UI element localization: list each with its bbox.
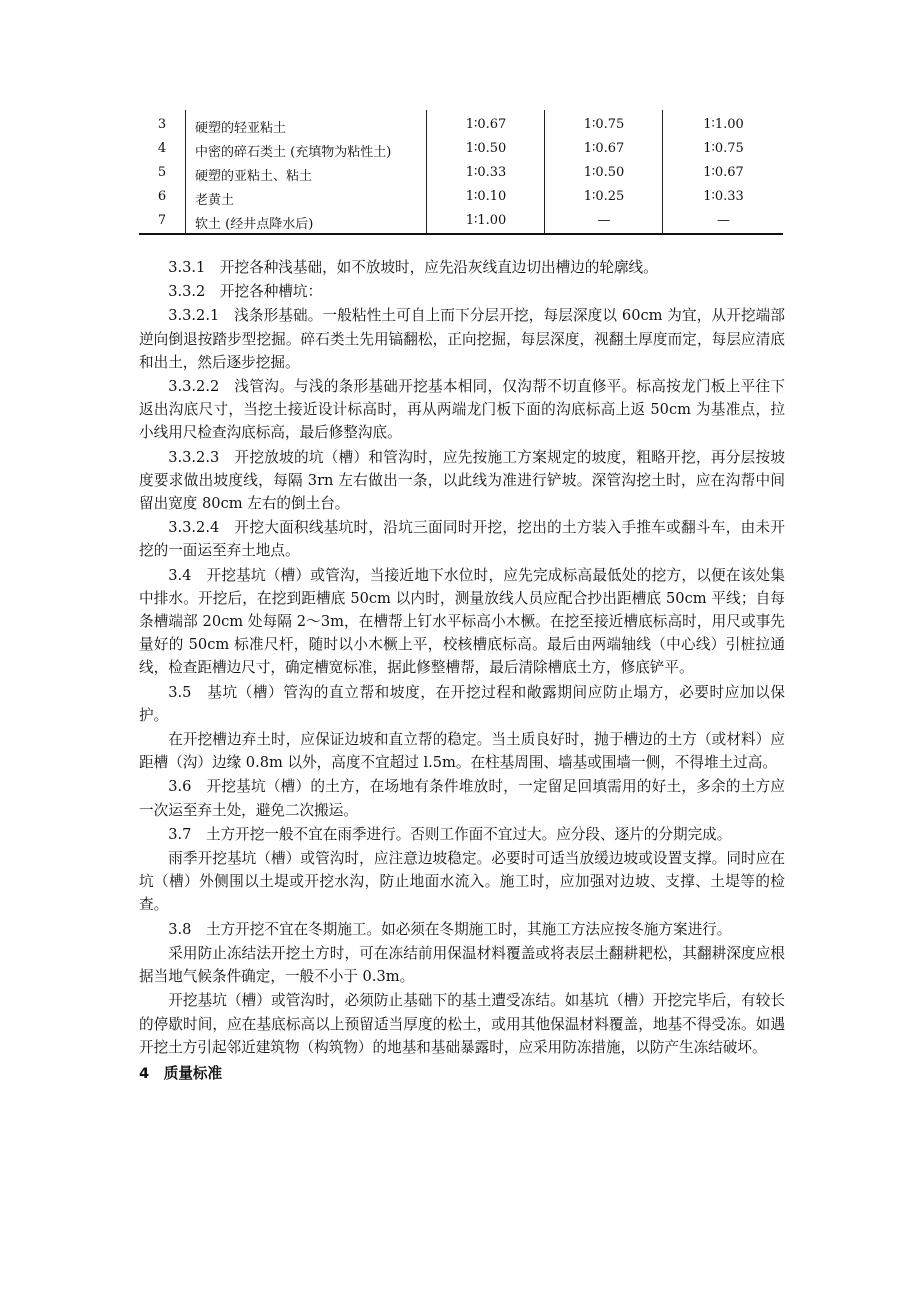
slope-ratio-b: 1∶0.50: [583, 165, 625, 180]
slope-ratio-b: 1∶0.75: [583, 117, 625, 132]
soil-type: 软土 (经井点降水后): [195, 217, 314, 232]
soil-type: 硬塑的亚粘土、粘土: [195, 169, 313, 184]
section-heading: 4 质量标准: [139, 1064, 223, 1082]
document-body: [139, 256, 785, 1086]
paragraph: 采用防止冻结法开挖土方时，可在冻结前用保温材料覆盖或将表层土翻耕耙松，其翻耕深度应根据当地气候条件确定，一般不小于 0.3m。: [139, 944, 785, 986]
slope-ratio-table: [139, 110, 783, 235]
paragraph: 雨季开挖基坑（槽）或管沟时，应注意边坡稳定。必要时可适当放缓边坡或设置支撑。同时应在坑（槽）外侧围以土堤或开挖水沟，防止地面水流入。施工时，应加强对边坡、支撑、土堤等的检查。: [139, 850, 785, 914]
paragraph: 开挖基坑（槽）或管沟时，必须防止基础下的基土遭受冻结。如基坑（槽）开挖完毕后，有较长的停歇时间，应在基底标高以上预留适当厚度的松土，或用其他保温材料覆盖，地基不得受冻。如遇开挖土方引起邻近建筑物（构筑物）的地基和基础暴露时，应采用防冻措施，以防产生冻结破坏。: [139, 992, 785, 1056]
slope-ratio-c: 1∶0.67: [703, 165, 744, 180]
table-row: [139, 185, 783, 209]
row-number: 5: [157, 165, 167, 180]
paragraph: 3.3.2 开挖各种槽坑：: [168, 283, 323, 301]
slope-ratio-a: 1∶0.50: [465, 141, 507, 156]
soil-type: 老黄土: [195, 193, 235, 208]
paragraph: 3.3.2.1 浅条形基础。一般粘性土可自上而下分层开挖，每层深度以 60cm 为宜，从开挖端部逆向倒退按踏步型挖掘。碎石类土先用镐翻松，正向挖掘，每层深度，视翻土厚度而定，每层应清底和出土，然后逐步挖掘。: [139, 307, 785, 371]
slope-ratio-b: 1∶0.25: [583, 189, 625, 204]
slope-ratio-c: —: [717, 213, 730, 228]
paragraph: 3.4 开挖基坑（槽）或管沟，当接近地下水位时，应先完成标高最低处的挖方，以便在该处集中排水。开挖后，在挖到距槽底 50cm 以内时，测量放线人员应配合抄出距槽底 50cm 平线；自每条槽端部 20cm 处每隔 2～3m，在槽帮上钉水平标高小木橛。在挖至接近槽底标高时，用尺或事先量好的 50cm 标准尺杆，随时以小木橛上平，校核槽底标高。最后由两端轴线（中心线）引桩拉通线，检查距槽边尺寸，确定槽宽标准，据此修整槽帮，最后清除槽底土方，修底铲平。: [139, 566, 785, 677]
paragraph: 3.3.2.2 浅管沟。与浅的条形基础开挖基本相同，仅沟帮不切直修平。标高按龙门板上平往下返出沟底尺寸，当挖土接近设计标高时，再从两端龙门板下面的沟底标高上返 50cm 为基准点，拉小线用尺检查沟底标高，最后修整沟底。: [139, 378, 785, 442]
soil-type: 中密的碎石类土 (充填物为粘性土): [195, 145, 392, 160]
slope-ratio-a: 1∶0.67: [465, 117, 507, 132]
paragraph: 3.3.1 开挖各种浅基础，如不放坡时，应先沿灰线直边切出槽边的轮廓线。: [168, 259, 658, 276]
paragraph: 3.6 开挖基坑（槽）的土方，在场地有条件堆放时，一定留足回填需用的好土，多余的土方应一次运至弃土处，避免二次搬运。: [139, 778, 785, 819]
table-row: [139, 137, 783, 161]
slope-ratio-a: 1∶0.10: [465, 189, 507, 204]
table-row: [139, 209, 783, 233]
table-row: [139, 161, 783, 185]
table-bottom-rule: [139, 233, 783, 235]
slope-ratio-c: 1∶1.00: [703, 117, 744, 132]
row-number: 6: [157, 189, 167, 204]
row-number: 3: [157, 117, 167, 132]
slope-ratio-b: 1∶0.67: [583, 141, 625, 156]
paragraph: 3.3.2.4 开挖大面积线基坑时，沿坑三面同时开挖，挖出的土方装入手推车或翻斗车，由未开挖的一面运至弃土地点。: [139, 519, 785, 560]
slope-ratio-a: 1∶1.00: [465, 213, 507, 228]
slope-ratio-b: —: [597, 213, 611, 228]
row-number: 4: [157, 141, 167, 156]
slope-ratio-c: 1∶0.75: [703, 141, 744, 156]
row-number: 7: [157, 213, 167, 228]
table-row: [139, 113, 783, 137]
soil-type: 硬塑的轻亚粘土: [195, 121, 287, 136]
slope-ratio-c: 1∶0.33: [703, 189, 744, 204]
paragraph: 在开挖槽边弃土时，应保证边坡和直立帮的稳定。当土质良好时，抛于槽边的土方（或材料）应距槽（沟）边缘 0.8m 以外，高度不宜超过 l.5m。在柱基周围、墙基或围墙一侧，不得堆土过高。: [139, 731, 785, 772]
paragraph: 3.5 基坑（槽）管沟的直立帮和坡度，在开挖过程和敞露期间应防止塌方，必要时应加以保护。: [139, 683, 785, 724]
slope-ratio-a: 1∶0.33: [465, 165, 507, 180]
paragraph: 3.3.2.3 开挖放坡的坑（槽）和管沟时，应先按施工方案规定的坡度，粗略开挖，再分层按坡度要求做出坡度线，每隔 3rn 左右做出一条，以此线为准进行铲坡。深管沟挖土时，应在沟帮中间留出宽度 80cm 左右的倒土台。: [139, 448, 785, 513]
paragraph: 3.8 土方开挖不宜在冬期施工。如必须在冬期施工时，其施工方法应按冬施方案进行。: [168, 920, 732, 938]
paragraph: 3.7 土方开挖一般不宜在雨季进行。否则工作面不宜过大。应分段、逐片的分期完成。: [168, 825, 732, 843]
